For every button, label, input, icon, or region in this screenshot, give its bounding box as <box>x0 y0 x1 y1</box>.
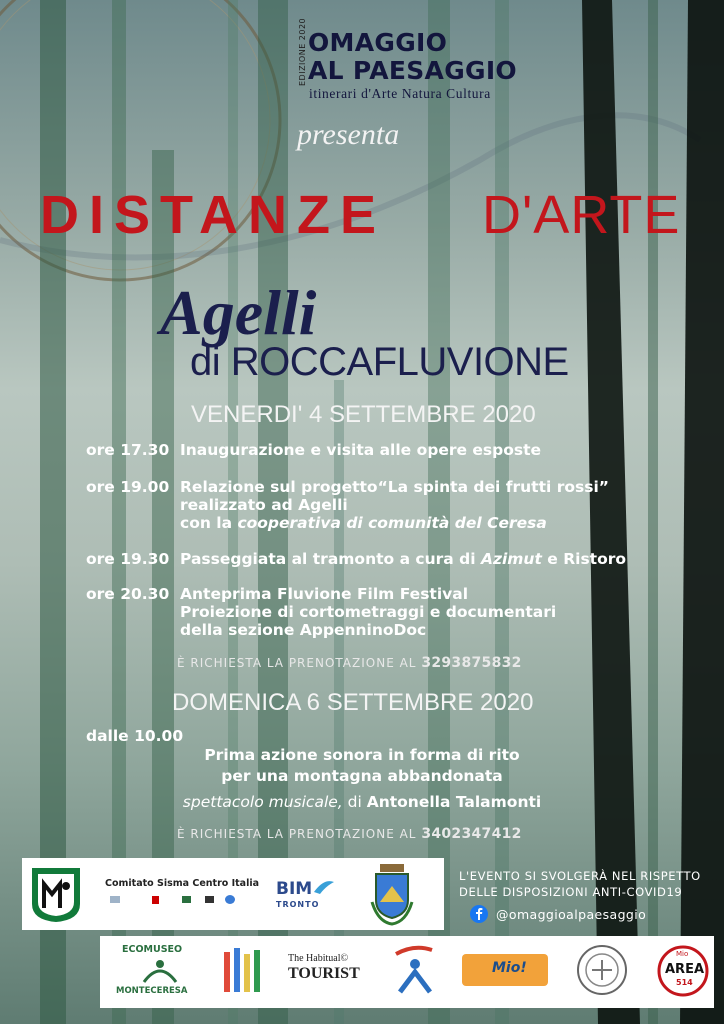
mio-logo-text: Mio! <box>492 960 527 976</box>
event-description: Inaugurazione e visita alle opere esposte <box>180 441 542 459</box>
edition-label: EDIZIONE 2020 <box>298 17 307 86</box>
sponsor-panel-bottom <box>100 936 714 1008</box>
brand-name-line1: OMAGGIO <box>308 28 448 57</box>
covid-notice-line1: L'EVENTO SI SVOLGERÀ NEL RISPETTO <box>459 869 701 883</box>
sponsor-mini-logo <box>182 896 191 903</box>
facebook-handle[interactable]: @omaggioalpaesaggio <box>496 907 647 922</box>
event-title-part2: D'ARTE <box>482 185 681 245</box>
sponsor-mini-logo <box>205 896 214 903</box>
location-village: Agelli <box>160 277 317 348</box>
event-description: della sezione AppenninoDoc <box>180 621 427 639</box>
event-text: e Ristoro <box>541 550 627 568</box>
event-description <box>180 550 626 568</box>
regione-marche-logo-icon <box>28 864 84 924</box>
location-town: di ROCCAFLUVIONE <box>190 340 569 384</box>
performance-title-line2: per una montagna abbandonata <box>221 767 503 785</box>
reservation-phone[interactable]: 3402347412 <box>421 826 522 842</box>
sponsor-mini-logo <box>110 896 120 903</box>
area-logo-top: Mio <box>676 950 689 958</box>
cooperative-name: cooperativa di comunità del Ceresa <box>237 514 547 532</box>
sponsor-mini-logo <box>225 895 235 904</box>
brand-name-line2: AL PAESAGGIO <box>308 56 517 85</box>
reservation-note <box>177 655 522 671</box>
event-time: ore 19.00 <box>86 478 170 496</box>
people-logo-icon <box>392 944 438 996</box>
brand-tagline: itinerari d'Arte Natura Cultura <box>309 86 491 101</box>
ecomuseo-figure-icon <box>140 956 180 984</box>
festival-name: Fluvione Film Festival <box>277 585 469 603</box>
event-description <box>180 514 547 532</box>
reservation-label: È RICHIESTA LA PRENOTAZIONE AL <box>177 827 417 841</box>
bim-logo-subtext: TRONTO <box>276 900 320 909</box>
covid-notice-line2: DELLE DISPOSIZIONI ANTI-COVID19 <box>459 885 683 899</box>
event-time: ore 20.30 <box>86 585 170 603</box>
bim-logo-text: BIM <box>276 879 313 899</box>
sponsor-panel-top <box>22 858 444 930</box>
event-description: realizzato ad Agelli <box>180 496 348 514</box>
performer-name: Antonella Talamonti <box>366 793 542 811</box>
reservation-phone[interactable]: 3293875832 <box>421 655 522 671</box>
organizer-name: Azimut <box>480 550 542 568</box>
reservation-label: È RICHIESTA LA PRENOTAZIONE AL <box>177 656 417 670</box>
performance-credit <box>0 793 724 811</box>
pencils-logo-icon <box>218 946 262 998</box>
event-time: ore 17.30 <box>86 441 170 459</box>
area-logo-number: 514 <box>676 978 693 987</box>
event-description <box>180 585 468 603</box>
habitual-tourist-sublabel: TOURIST <box>288 965 360 982</box>
day1-date: VENERDI' 4 SETTEMBRE 2020 <box>191 401 536 428</box>
comitato-sisma-label: Comitato Sisma Centro Italia <box>105 878 259 889</box>
presents-label: presenta <box>297 118 400 151</box>
performance-type: spettacolo musicale, <box>182 793 343 811</box>
performance-text: di <box>342 793 367 811</box>
ecomuseo-sublabel: MONTECERESA <box>116 986 188 996</box>
event-time: ore 19.30 <box>86 550 170 568</box>
day2-date: DOMENICA 6 SETTEMBRE 2020 <box>172 689 534 716</box>
event-text: Anteprima <box>180 585 278 603</box>
event-time: dalle 10.00 <box>86 727 184 745</box>
event-text: Passeggiata al tramonto a cura di <box>180 550 481 568</box>
event-description: Proiezione di cortometraggi e documentari <box>180 603 557 621</box>
sponsor-mini-logo <box>152 896 159 904</box>
event-text: con la <box>180 514 238 532</box>
ecomuseo-label: ECOMUSEO <box>122 944 183 955</box>
performance-title-line1: Prima azione sonora in forma di rito <box>204 746 520 764</box>
facebook-icon[interactable] <box>469 904 489 924</box>
bim-bird-icon <box>312 878 336 896</box>
area-logo-text: AREA <box>665 962 705 977</box>
event-title-part1: DISTANZE <box>40 185 386 245</box>
reservation-note <box>177 826 522 842</box>
event-description: Relazione sul progetto“La spinta dei frutti rossi” <box>180 478 609 496</box>
roccafluvione-crest-icon <box>366 862 418 926</box>
habitual-tourist-label: The Habitual© <box>288 953 349 964</box>
circular-emblem-icon <box>574 942 630 998</box>
